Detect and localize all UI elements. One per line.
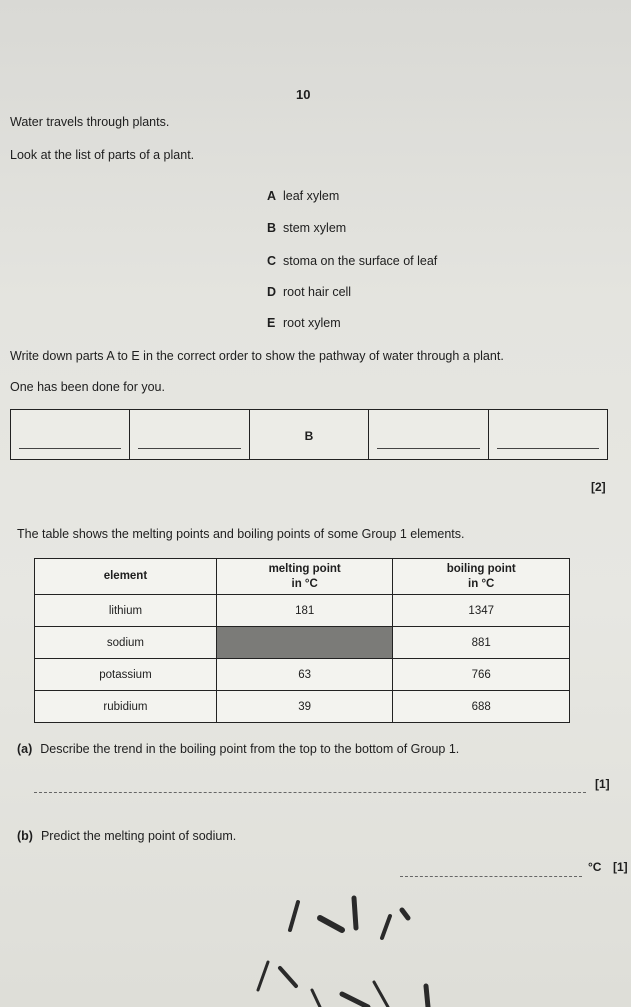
cell-boiling: 1347 [393,595,570,627]
marks-a: [1] [595,777,610,791]
cell-boiling: 688 [393,691,570,723]
part-letter: C [267,254,277,268]
part-text: leaf xylem [283,189,340,203]
part-letter: E [267,316,276,330]
answer-line-b[interactable] [400,876,582,877]
list-item [267,189,339,203]
answer-line-a[interactable] [34,792,586,793]
part-text: stem xylem [283,221,347,235]
intro-line-2: Look at the list of parts of a plant. [10,148,195,162]
table-row [35,659,570,691]
answer-box-given [250,410,369,459]
marks-b: [1] [613,860,628,874]
list-item [267,254,437,268]
header-element: element [35,559,217,595]
cell-melting: 39 [216,691,393,723]
table-row [35,691,570,723]
cell-element: lithium [35,595,217,627]
pencil-shavings-image [250,890,450,1007]
cell-element: sodium [35,627,217,659]
instruction: Write down parts A to E in the correct order to show the pathway of water through a plant. [10,349,504,363]
marks-order: [2] [591,480,606,494]
answer-line [138,448,240,449]
question-a [17,742,459,756]
page-number: 10 [296,87,311,102]
list-item [267,285,351,299]
list-item [267,316,341,330]
cell-boiling: 881 [393,627,570,659]
answer-box-2[interactable] [130,410,249,459]
list-item [267,221,346,235]
header-boiling-point: boiling point in °C [393,559,570,595]
table-intro: The table shows the melting points and boiling points of some Group 1 elements. [17,527,465,541]
note: One has been done for you. [10,380,165,394]
answer-line [497,448,599,449]
answer-box-4[interactable] [369,410,488,459]
part-text: root hair cell [283,285,352,299]
unit-b: °C [588,860,602,874]
cell-boiling: 766 [393,659,570,691]
table-header-row [35,559,570,595]
part-text: stoma on the surface of leaf [283,254,438,268]
question-b-label: (b) [17,829,33,843]
answer-line [19,448,121,449]
table-row [35,627,570,659]
given-answer: B [304,429,314,443]
answer-box-1[interactable] [11,410,130,459]
part-text: root xylem [283,316,341,330]
part-letter: D [267,285,277,299]
header-melting-point: melting point in °C [216,559,393,595]
data-table [34,558,570,723]
order-boxes [10,409,608,460]
cell-element: rubidium [35,691,217,723]
cell-melting: 181 [216,595,393,627]
part-letter: A [267,189,277,203]
question-a-text: Describe the trend in the boiling point from the top to the bottom of Group 1. [40,742,460,756]
intro-line-1: Water travels through plants. [10,115,170,129]
question-a-label: (a) [17,742,33,756]
cell-melting: 63 [216,659,393,691]
cell-melting-shaded [216,627,393,659]
cell-element: potassium [35,659,217,691]
answer-box-5[interactable] [489,410,607,459]
table-row [35,595,570,627]
part-letter: B [267,221,277,235]
answer-line [377,448,479,449]
question-b [17,829,236,843]
question-b-text: Predict the melting point of sodium. [40,829,237,843]
